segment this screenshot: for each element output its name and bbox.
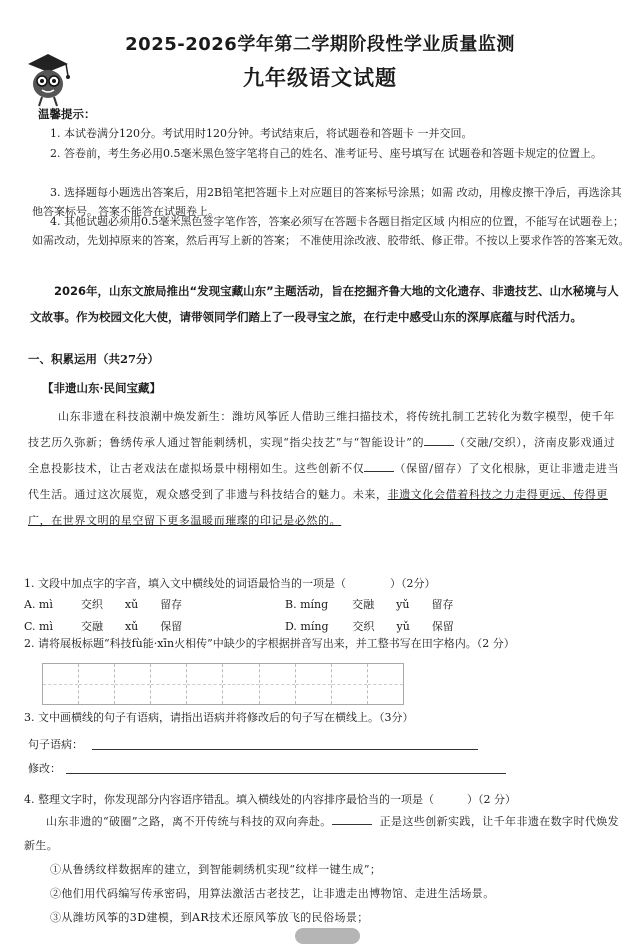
q4-item-2: ②他们用代码编写传承密码，用算法激活古老技艺，让非遗走出博物馆、走进生活场景。: [50, 887, 495, 900]
grid-cell[interactable]: [115, 664, 151, 704]
question-2-stem: 2. 请将展板标题“科技fù能·xīn火相传”中缺少的字根据拼音写出来，并工整书写在田字格内。（2 分）: [24, 637, 515, 650]
grid-cell[interactable]: [151, 664, 187, 704]
grid-cell[interactable]: [43, 664, 79, 704]
reading-passage: 山东非遗在科技浪潮中焕发新生：潍坊风筝匠人借助三维扫描技术，将传统扎制工艺转化为数字模型，使千年技艺历久弥新；鲁绣传承人通过智能刺绣机，实现“指尖技艺”与“智能设计”的 （交融/交织），济南皮影戏通过全息投影技术，让古老戏法在虚拟场景中栩栩如生。这些创新不仅 （保留/留存）了文化根脉，更让非遗走进当代生活。通过这次展览，观众感受到了非遗与科技结合的魅力。未来，非遗文化会借着科技之力走得更远、传得更广，在世界文明的星空留下更多温暖而璀璨的印记是必然的。: [28, 410, 620, 527]
intro-paragraph: 2026年，山东文旅局推出“发现宝藏山东”主题活动，旨在挖掘齐鲁大地的文化遗存、非遗技艺、山水秘境与人文故事。作为校园文化大使，请带领同学们踏上了一段寻宝之旅，在行走中感受山东的深厚底蕴与时代活力。: [30, 284, 619, 324]
tip-1: 1. 本试卷满分120分。考试用时120分钟。考试结束后，将试题卷和答题卡 一并交回。: [50, 127, 473, 140]
tianzige-grid[interactable]: [42, 663, 404, 705]
tip-2: 2. 答卷前，考生务必用0.5毫米黑色签字笔将自己的姓名、准考证号、座号填写在 试题卷和答题卡规定的位置上。: [50, 147, 602, 160]
section-heading: 一、积累运用（共27分）: [28, 352, 160, 366]
tip-4: 4. 其他试题必须用0.5毫米黑色签字笔作答，答案必须写在答题卡各题目指定区域 内相应的位置，不能写在试题卷上；如需改动，先划掉原来的答案，然后再写上新的答案； 不准使用涂改液、胶带纸、修正带。不按以上要求作答的答案无效。: [32, 215, 630, 247]
question-3-stem: 3. 文中画横线的句子有语病，请指出语病并将修改后的句子写在横线上。（3分）: [24, 711, 414, 724]
exam-title: 2025-2026学年第二学期阶段性学业质量监测: [125, 34, 515, 55]
revision-label: 修改：: [28, 762, 61, 775]
error-answer-line[interactable]: [92, 748, 478, 750]
grid-cell[interactable]: [79, 664, 115, 704]
option-b[interactable]: B. míng 交融 yǔ 留存: [285, 598, 454, 611]
question-1-stem: 1. 文段中加点字的字音，填入文中横线处的词语最恰当的一项是（ ）（2分）: [24, 577, 436, 590]
option-d[interactable]: D. míng 交织 yǔ 保留: [285, 620, 454, 633]
grid-cell[interactable]: [332, 664, 368, 704]
option-c[interactable]: C. mì 交融 xǔ 保留: [24, 620, 183, 633]
grid-cell[interactable]: [223, 664, 259, 704]
grid-cell[interactable]: [260, 664, 296, 704]
error-label: 句子语病：: [28, 738, 83, 751]
q4-item-3: ③从潍坊风筝的3D建模，到AR技术还原风筝放飞的民俗场景；: [50, 911, 369, 924]
grid-cell[interactable]: [368, 664, 403, 704]
question-4-passage: 山东非遗的“破圈”之路，离不开传统与科技的双向奔赴。 正是这些创新实践，让千年非遗在数字时代焕发新生。 ①从鲁绣纹样数据库的建立，到智能刺绣机实现“纹样一键生成”； ②他们用代码编写传承密码，用算法激活古老技艺，让非遗走出博物馆、走进生活场景。 ③从潍坊风筝的3D建模，到AR技术还原风筝放飞的民俗场景；: [24, 810, 630, 930]
revision-answer-line[interactable]: [66, 772, 506, 774]
scroll-indicator[interactable]: [295, 928, 360, 944]
underlined-sentence: 非遗文化会借着科技之力走得更远、传得更广，在世界文明的星空留下更多温暖而璀璨的印记是必然的。: [28, 488, 609, 527]
option-a[interactable]: A. mì 交织 xǔ 留存: [24, 598, 183, 611]
q4-item-1: ①从鲁绣纹样数据库的建立，到智能刺绣机实现“纹样一键生成”；: [50, 863, 382, 876]
tip-3: 3. 选择题每小题选出答案后，用2B铅笔把答题卡上对应题目的答案标号涂黑；如需 改动，用橡皮擦干净后，再选涂其他答案标号。答案不能答在试题卷上。: [32, 186, 622, 218]
question-4-stem: 4. 整理文字时，你发现部分内容语序错乱。填入横线处的内容排序最恰当的一项是（ ）（2 分）: [24, 793, 516, 806]
exam-subtitle: 九年级语文试题: [243, 66, 397, 90]
grid-cell[interactable]: [296, 664, 332, 704]
grid-cell[interactable]: [187, 664, 223, 704]
tips-heading: 温馨提示：: [38, 107, 96, 121]
section-subheading: 【非遗山东·民间宝藏】: [42, 381, 162, 395]
